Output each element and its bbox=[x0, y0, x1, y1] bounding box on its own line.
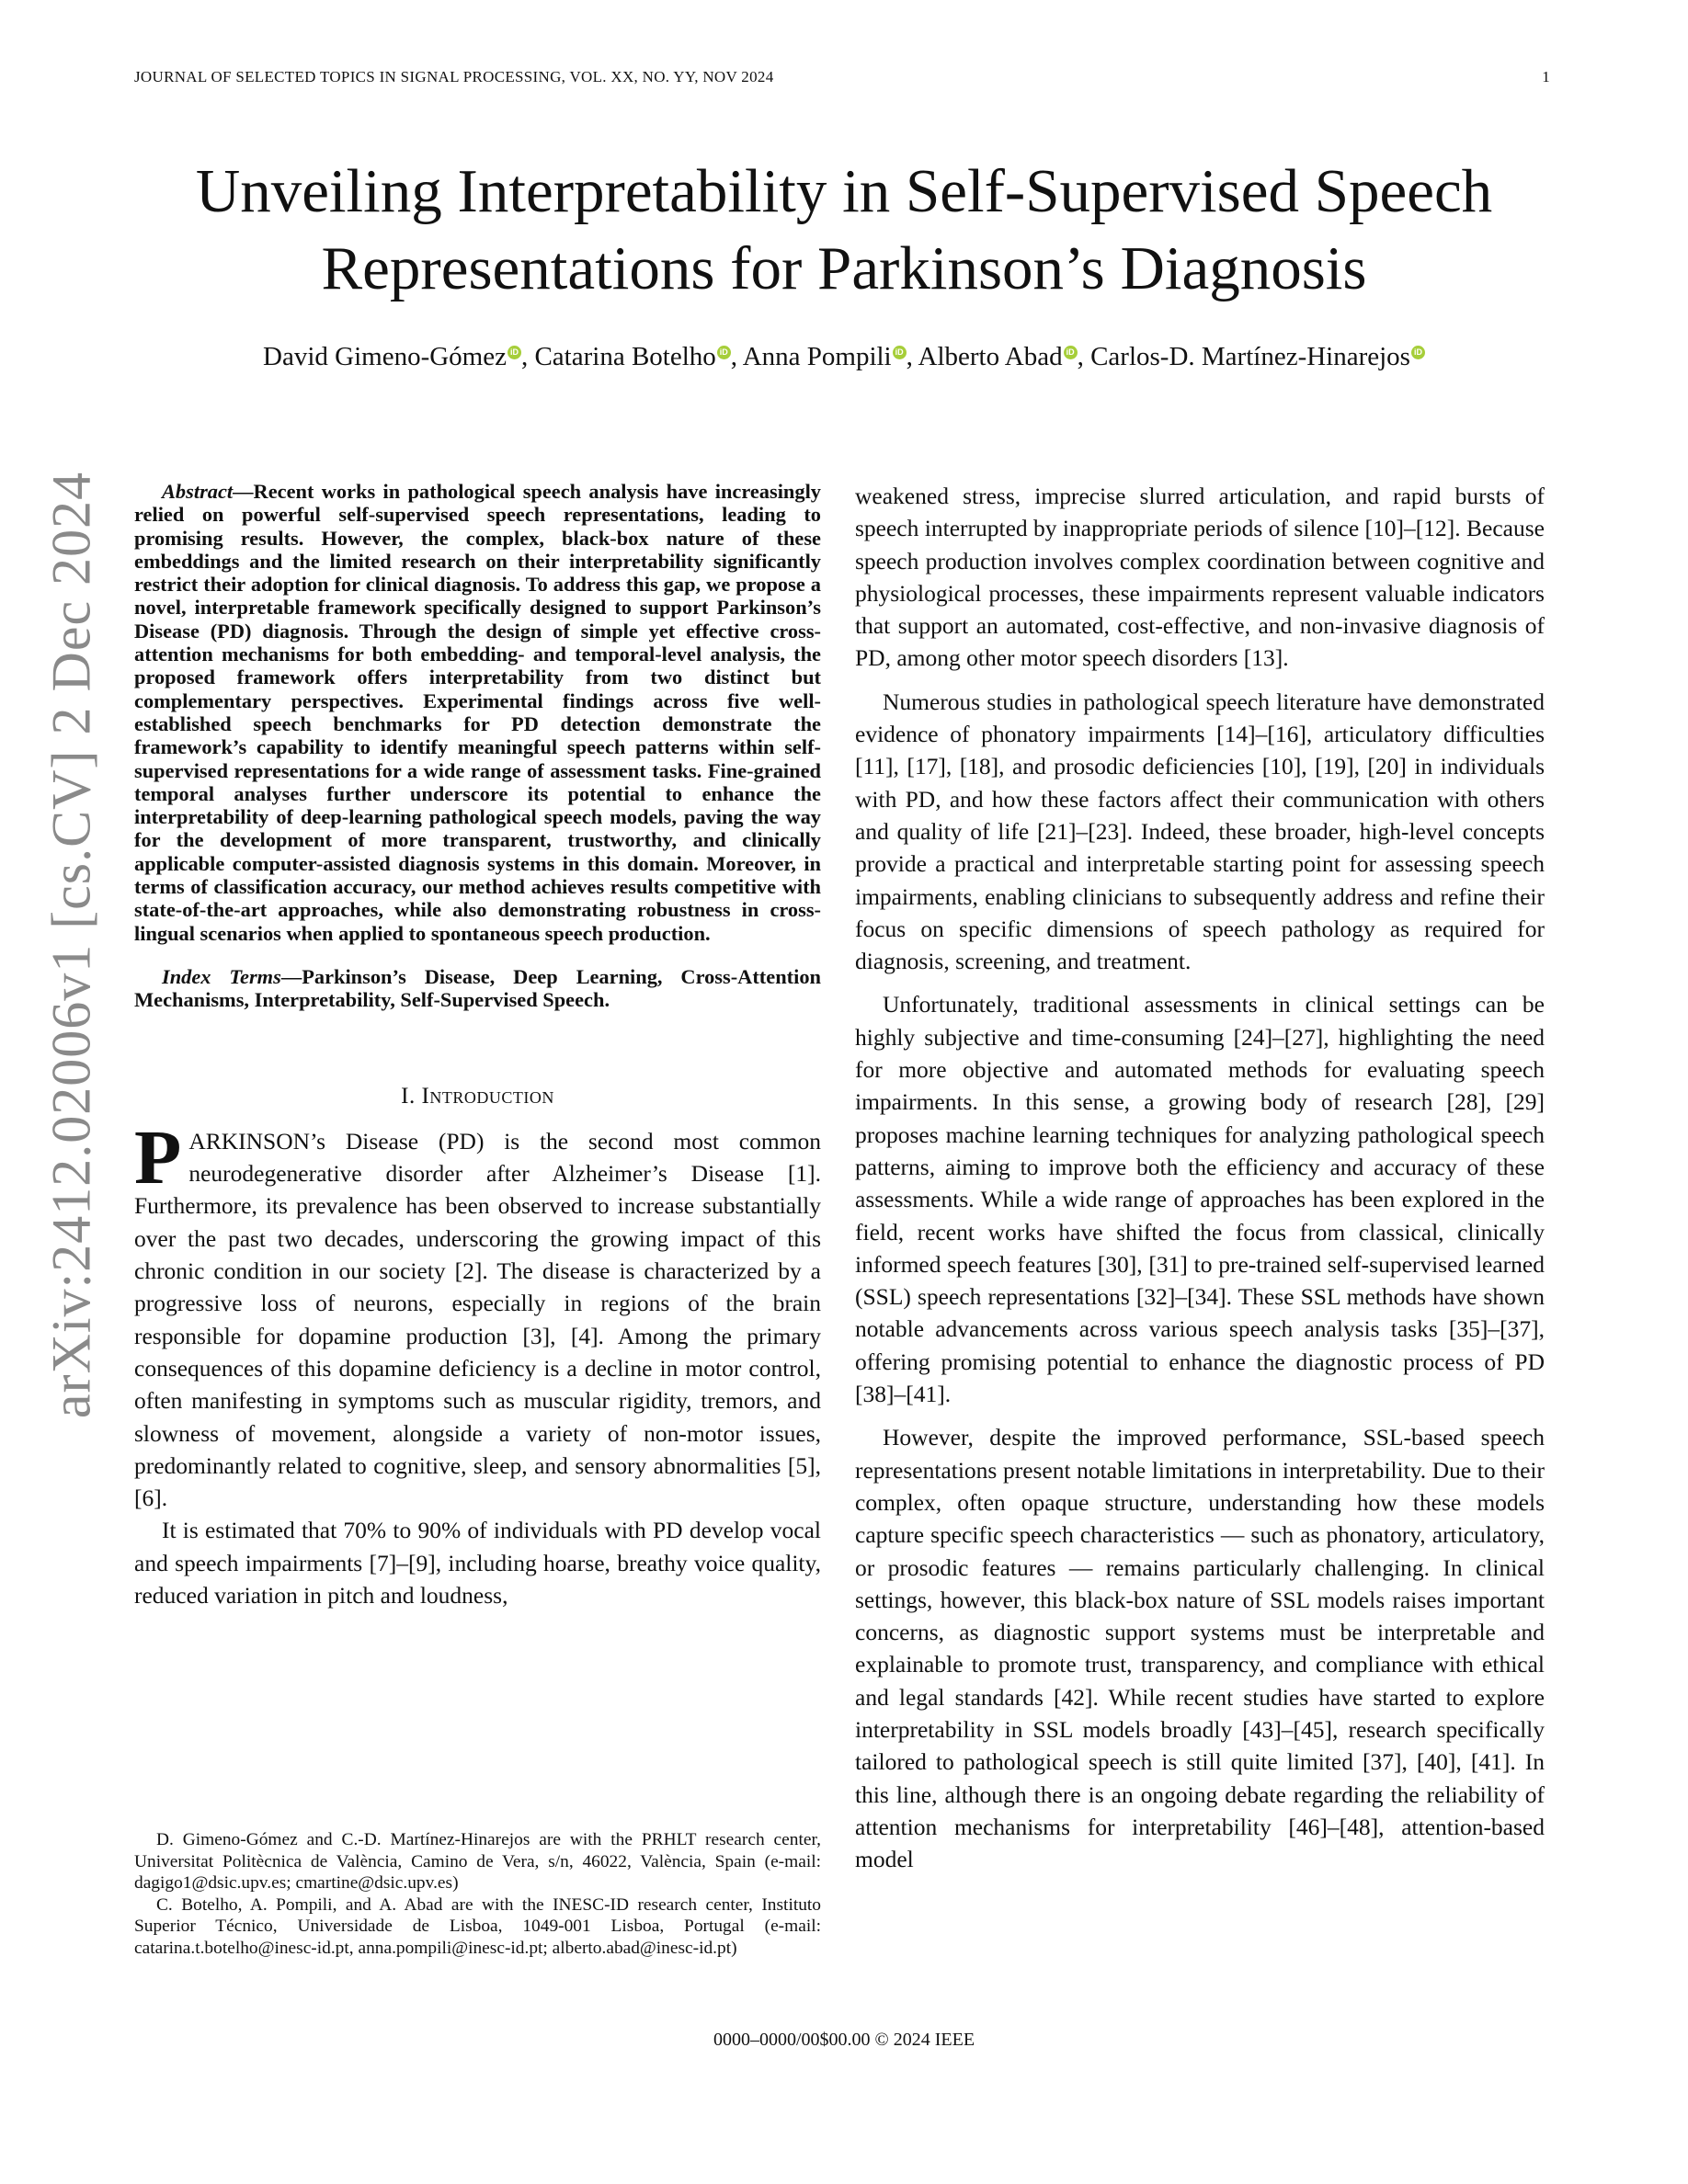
index-terms-text: —Parkinson’s Disease, Deep Learning, Cross-Attention Mechanisms, Interpretability, Self-Supervised Speech. bbox=[134, 964, 821, 1012]
right-column bbox=[855, 480, 1545, 1886]
author-name: David Gimeno-Gómez bbox=[263, 342, 507, 371]
author-separator: , bbox=[730, 342, 743, 371]
orcid-icon[interactable]: iD bbox=[508, 346, 521, 359]
index-terms-label: Index Terms bbox=[162, 964, 281, 988]
arxiv-stamp[interactable]: arXiv:2412.02006v1 [cs.CV] 2 Dec 2024 bbox=[40, 471, 102, 1419]
author-separator: , bbox=[520, 342, 535, 371]
drop-cap: P bbox=[134, 1114, 182, 1200]
intro-paragraph-1-text: ARKINSON’s Disease (PD) is the second most common neurodegenerative disorder after Alzheimer’s Disease [1]. Furthermore, its prevalence has been observed to increase substantially over the past two decades, underscoring the growing impact of this chronic condition in our society [2]. The disease is characterized by a progressive loss of neurons, especially in regions of the brain responsible for dopamine production [3], [4]. Among the primary consequences of this dopamine deficiency is a decline in motor control, often manifesting in symptoms such as muscular rigidity, tremors, and slowness of movement, alongside a variety of non-motor issues, predominantly related to cognitive, sleep, and sensory abnormalities [5], [6]. bbox=[134, 1127, 821, 1512]
title-line-1: Unveiling Interpretability in Self-Supervised Speech bbox=[195, 157, 1493, 225]
intro-paragraph-2: It is estimated that 70% to 90% of individuals with PD develop vocal and speech impairments [7]–[9], including hoarse, breathy voice quality, reduced variation in pitch and loudness, bbox=[134, 1517, 821, 1609]
section-number: I. bbox=[401, 1083, 416, 1109]
intro-paragraph-4: Unfortunately, traditional assessments in clinical settings can be highly subjective and time-consuming [24]–[27], highlighting the need for more objective and automated methods for evaluating speech impairments. In this sense, a growing body of research [28], [29] proposes machine learning techniques for analyzing pathological speech patterns, aiming to improve both the efficiency and accuracy of these assessments. While a wide range of approaches has been explored in the field, recent works have shifted the focus from classical, clinically informed speech features [30], [31] to pre-trained self-supervised learned (SSL) speech representations [32]–[34]. These SSL methods have shown notable advancements across various speech analysis tasks [35]–[37], offering promising potential to enhance the diagnostic process of PD [38]–[41]. bbox=[855, 991, 1545, 1408]
section-title: Introduction bbox=[421, 1083, 554, 1109]
running-header bbox=[134, 68, 1550, 86]
left-column bbox=[134, 480, 821, 1611]
abstract bbox=[134, 480, 821, 945]
orcid-icon[interactable]: iD bbox=[717, 346, 731, 359]
intro-paragraph-5: However, despite the improved performance, SSL-based speech representations present notable limitations in interpretability. Due to their complex, often opaque structure, understanding how these models capture specific speech characteristics — such as phonatory, articulatory, or prosodic features — remains particularly challenging. In clinical settings, however, this black-box nature of SSL models raises important concerns, as diagnostic support systems must be interpretable and explainable to promote trust, transparency, and compliance with ethical and legal standards [42]. While recent studies have started to explore interpretability in SSL models broadly [43]–[45], research specifically tailored to pathological speech is still quite limited [37], [40], [41]. In this line, although there is an ongoing debate regarding the reliability of attention mechanisms for interpretability [46]–[48], attention-based model bbox=[855, 1424, 1545, 1873]
author-name: Alberto Abad bbox=[918, 342, 1063, 371]
copyright-notice: 0000–0000/00$00.00 © 2024 IEEE bbox=[713, 2030, 975, 2050]
author-separator: , bbox=[1077, 342, 1091, 371]
orcid-icon[interactable]: iD bbox=[1064, 346, 1078, 359]
index-terms bbox=[134, 965, 821, 1012]
intro-paragraph-2-continued: weakened stress, imprecise slurred articulation, and rapid bursts of speech interrupted by inappropriate periods of silence [10]–[12]. Because speech production involves complex coordination between cognitive and physiological processes, these impairments represent valuable indicators that support an automated, cost-effective, and non-invasive diagnosis of PD, among other motor speech disorders [13]. bbox=[855, 483, 1545, 672]
intro-paragraph-3: Numerous studies in pathological speech literature have demonstrated evidence of phonatory impairments [14]–[16], articulatory difficulties [11], [17], [18], and prosodic deficiencies [10], [19], [20] in individuals with PD, and how these factors affect their communication with others and quality of life [21]–[23]. Indeed, these broader, high-level concepts provide a practical and interpretable starting point for assessing speech impairments, enabling clinicians to subsequently address and refine their focus on specific dimensions of speech pathology as required for diagnosis, screening, and treatment. bbox=[855, 688, 1545, 975]
orcid-icon[interactable]: iD bbox=[1411, 346, 1425, 359]
title-line-2: Representations for Parkinson’s Diagnosis bbox=[321, 234, 1367, 302]
footnote: D. Gimeno-Gómez and C.-D. Martínez-Hinarejos are with the PRHLT research center, Universitat Politècnica de València, Camino de Vera, s/n, 46022, València, Spain (e-mail: dagigo1@dsic.upv.es; cmartine@dsic.upv.es) bbox=[134, 1830, 821, 1893]
footnote: C. Botelho, A. Pompili, and A. Abad are with the INESC-ID research center, Instituto Superior Técnico, Universidade de Lisboa, 1049-001 Lisboa, Portugal (e-mail: catarina.t.botelho@inesc-id.pt, anna.pompili@inesc-id.pt; alberto.abad@inesc-id.pt) bbox=[134, 1894, 821, 1958]
author-affiliation-footnotes bbox=[134, 1829, 821, 1959]
author-list bbox=[0, 342, 1688, 372]
journal-name: JOURNAL OF SELECTED TOPICS IN SIGNAL PROCESSING, VOL. XX, NO. YY, NOV 2024 bbox=[134, 68, 774, 85]
author-name: Anna Pompili bbox=[742, 342, 892, 371]
author-separator: , bbox=[906, 342, 918, 371]
orcid-icon[interactable]: iD bbox=[893, 346, 907, 359]
section-heading bbox=[134, 1080, 821, 1112]
author-name: Catarina Botelho bbox=[534, 342, 716, 371]
page-number: 1 bbox=[1542, 68, 1550, 85]
abstract-label: Abstract bbox=[162, 480, 234, 503]
paper-title bbox=[0, 153, 1688, 307]
abstract-text: —Recent works in pathological speech analysis have increasingly relied on powerful self-supervised speech representations, leading to promising results. However, the complex, black-box nature of these embeddings and the limited research on their interpretability significantly restrict their adoption for clinical diagnosis. To address this gap, we propose a novel, interpretable framework specifically designed to support Parkinson’s Disease (PD) diagnosis. Through the design of simple yet effective cross-attention mechanisms for both embedding- and temporal-level analysis, the proposed framework offers interpretability from two distinct but complementary perspectives. Experimental findings across five well-established speech benchmarks for PD detection demonstrate the framework’s capability to identify meaningful speech patterns within self-supervised representations for a wide range of assessment tasks. Fine-grained temporal analyses further underscore its potential to enhance the interpretability of deep-learning pathological speech models, paving the way for the development of more transparent, trustworthy, and clinically applicable computer-assisted diagnosis systems in this domain. Moreover, in terms of classification accuracy, our method achieves results competitive with state-of-the-art approaches, while also demonstrating robustness in cross-lingual scenarios when applied to spontaneous speech production. bbox=[134, 480, 821, 945]
intro-paragraph-1 bbox=[134, 1114, 821, 1515]
author-name: Carlos-D. Martínez-Hinarejos bbox=[1090, 342, 1410, 371]
